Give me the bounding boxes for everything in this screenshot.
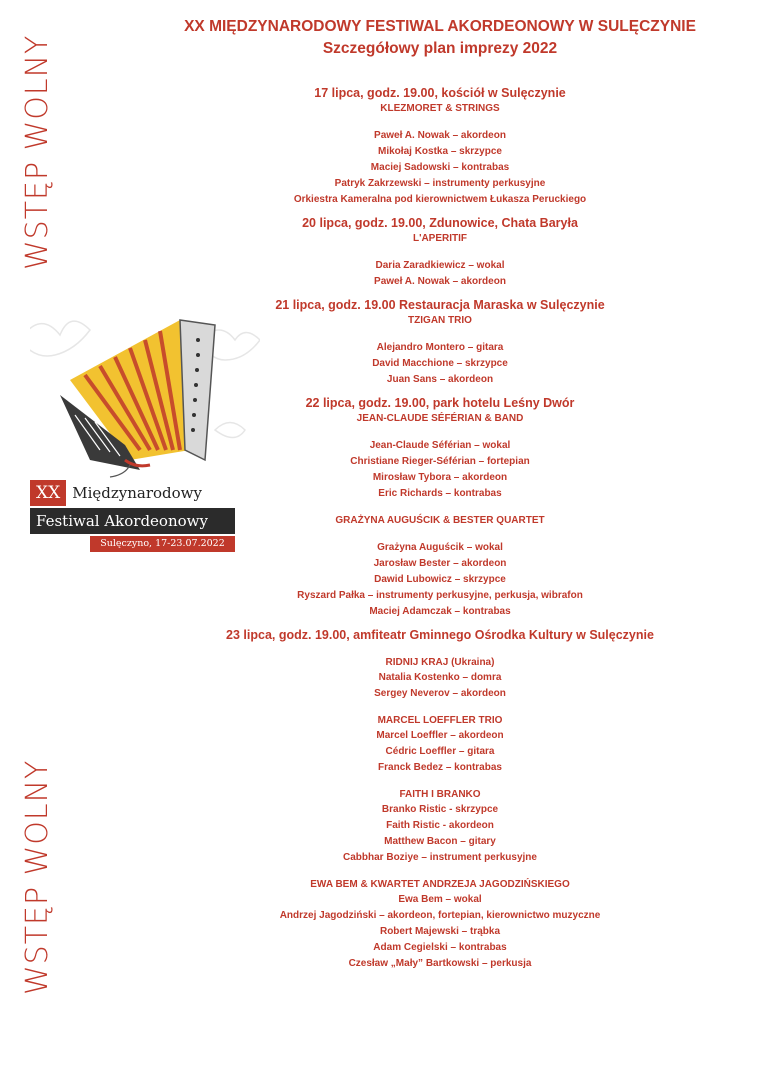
logo-line3: Sulęczyno, 17-23.07.2022 (90, 536, 235, 552)
ensemble-name: FAITH I BRANKO (399, 789, 481, 800)
performer: Juan Sans – akordeon (386, 374, 494, 385)
page-header (120, 16, 760, 60)
logo-line2: Festiwal Akordeonowy (30, 508, 235, 534)
performer: Eric Richards – kontrabas (378, 488, 502, 499)
performer: Maciej Adamczak – kontrabas (369, 606, 511, 617)
performer: Paweł A. Nowak – akordeon (374, 276, 506, 287)
free-entry-label-bottom: WSTĘP WOLNY (20, 759, 55, 995)
performer: Czesław „Mały” Bartkowski – perkusja (348, 958, 532, 969)
performer: Robert Majewski – trąbka (379, 926, 501, 937)
performer: Ewa Bem – wokal (398, 894, 482, 905)
performer: Grażyna Auguścik – wokal (377, 542, 503, 553)
ensemble-name: MARCEL LOEFFLER TRIO (377, 715, 503, 726)
performer: Matthew Bacon – gitary (384, 836, 496, 847)
ensemble-name: L'APERITIF (412, 233, 468, 244)
performer: Natalia Kostenko – domra (378, 672, 502, 683)
performer: Franck Bedez – kontrabas (378, 762, 502, 773)
performer: Mirosław Tybora – akordeon (372, 472, 508, 483)
performer: Dawid Lubowicz – skrzypce (374, 574, 506, 585)
performer: Faith Ristic - akordeon (386, 820, 494, 831)
performer: David Macchione – skrzypce (372, 358, 508, 369)
logo-line1: Międzynarodowy (72, 484, 202, 502)
event-date: 21 lipca, godz. 19.00 Restauracja Maraska w Sulęczynie (275, 298, 605, 312)
logo-xx: XX (30, 480, 66, 506)
performer: Adam Cegielski – kontrabas (373, 942, 507, 953)
performer: Andrzej Jagodziński – akordeon, fortepian, kierownictwo muzyczne (279, 910, 601, 921)
ensemble-name: RIDNIJ KRAJ (Ukraina) (385, 657, 495, 668)
event-date: 17 lipca, godz. 19.00, kościół w Sulęczynie (314, 86, 566, 100)
performer: Christiane Rieger-Séférian – fortepian (350, 456, 530, 467)
performer: Daria Zaradkiewicz – wokal (375, 260, 505, 271)
page-subtitle: Szczegółowy plan imprezy 2022 (322, 40, 558, 57)
performer: Mikołaj Kostka – skrzypce (378, 146, 502, 157)
event-date: 20 lipca, godz. 19.00, Zdunowice, Chata Baryła (302, 216, 578, 230)
free-entry-label-top: WSTĘP WOLNY (20, 34, 55, 270)
performer: Cabbhar Boziye – instrument perkusyjne (343, 852, 537, 863)
performer: Paweł A. Nowak – akordeon (374, 130, 506, 141)
performer: Ryszard Pałka – instrumenty perkusyjne, perkusja, wibrafon (297, 590, 583, 601)
event-date: 22 lipca, godz. 19.00, park hotelu Leśny Dwór (305, 396, 575, 410)
ensemble-name: EWA BEM & KWARTET ANDRZEJA JAGODZIŃSKIEGO (310, 879, 570, 890)
ensemble-name: JEAN-CLAUDE SÉFÉRIAN & BAND (356, 413, 524, 424)
performer: Jarosław Bester – akordeon (373, 558, 507, 569)
performer: Maciej Sadowski – kontrabas (370, 162, 510, 173)
performer: Sergey Neverov – akordeon (374, 688, 506, 699)
page-title: XX MIĘDZYNARODOWY FESTIWAL AKORDEONOWY W SULĘCZYNIE (184, 18, 696, 35)
performer: Alejandro Montero – gitara (376, 342, 504, 353)
program-list (160, 84, 720, 972)
performer: Cédric Loeffler – gitara (385, 746, 495, 757)
performer: Marcel Loeffler – akordeon (376, 730, 504, 741)
performer: Orkiestra Kameralna pod kierownictwem Łukasza Peruckiego (293, 194, 587, 205)
ensemble-name: KLEZMORET & STRINGS (380, 103, 500, 114)
performer: Jean-Claude Séférian – wokal (369, 440, 511, 451)
performer: Branko Ristic - skrzypce (381, 804, 499, 815)
event-date: 23 lipca, godz. 19.00, amfiteatr Gminnego Ośrodka Kultury w Sulęczynie (226, 628, 654, 642)
performer: Patryk Zakrzewski – instrumenty perkusyjne (334, 178, 546, 189)
ensemble-name: GRAŻYNA AUGUŚCIK & BESTER QUARTET (335, 515, 545, 526)
ensemble-name: TZIGAN TRIO (408, 315, 472, 326)
